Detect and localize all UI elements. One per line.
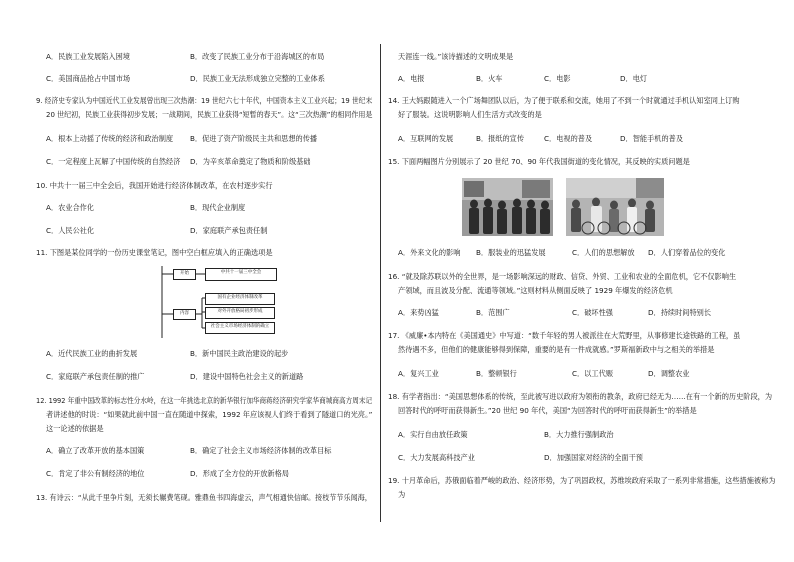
q15-photo-1970s [462,178,553,236]
q17-option-a: A．复兴工业 [398,369,439,378]
q9-stem-line1: 9. 经济史专家认为中国近代工业发展曾出现三次热潮：19 世纪六七十年代，中国资本主义工业兴起；19 世纪末 [36,96,373,105]
q16-option-a: A．来势凶猛 [398,308,439,317]
q8-option-d: D．民族工业无法形成独立完整的工业体系 [190,74,325,83]
q11-option-a: A．近代民族工业的曲折发展 [46,349,138,358]
q12-option-a: A．确立了改革开放的基本国策 [46,446,145,455]
q17-option-d: D．调整农业 [648,369,690,378]
q12-stem-line2: 者讲述他的时说：“如果就此前中国一直在随道中探索，1992 年应该视人们终于看到了隧道口的光亮。” [46,410,373,419]
q14-option-c: C．电视的普及 [544,134,593,143]
q18-option-a: A．实行自由放任政策 [398,430,468,439]
q11-box-start: 中共十一届三中全会 [205,268,277,281]
q17-option-b: B．整顿银行 [476,369,517,378]
q8-option-b: B．改变了民族工业分布于沿海城区的布局 [190,52,325,61]
q11-option-d: D．建设中国特色社会主义的新道路 [190,372,304,381]
q9-stem-line2: 20 世纪初，民族工业获得初步发展；一战期间，民族工业获得“短暂的春天”。这“三次热潮”的相同作用是 [46,110,373,119]
q17-stem-line1: 17. 《威廉•本内特在《美国通史》中写道：“数千年轻的男人被派往在大荒野里，从事修建长途铁路的工程，虽 [388,331,741,340]
q18-stem-line1: 18. 有学者指出：“美国思想体系的传统，至此被写进以政府为领衔的教条，政府已经无为……在有一个新的历史阶段，为 [388,392,773,401]
q11-option-c: C．家庭联产承包责任制的推广 [46,372,145,381]
q8-option-c: C．美国商品抢占中国市场 [46,74,131,83]
q14-option-b: B．报纸的宣传 [476,134,525,143]
q19-stem-line2: 为 [398,490,406,499]
q18-option-d: D．加强国家对经济的全面干预 [544,453,643,462]
q11-box-1: 国有企业经济体制改革 [205,293,275,305]
q15-option-a: A．外来文化的影响 [398,248,461,257]
q15-photo-1990s [566,178,664,236]
q8-option-a: A．民族工业发展陷入困境 [46,52,130,61]
q12-option-d: D．形成了全方位的开放新格局 [190,469,289,478]
q14-stem-line2: 好了服装。这说明影响人们生活方式改变的是 [398,110,542,119]
q13-option-c: C．电影 [544,74,571,83]
q18-stem-line2: 回答时代的呼吁而获得新生。”20 世纪 90 年代，美国“为回答时代的呼吁而获得新生”的举措是 [398,406,697,415]
q10-option-a: A．农业合作化 [46,203,95,212]
q9-option-b: B．促进了资产阶级民主共和思想的传播 [190,134,318,143]
q11-box-3: 社会主义市场经济体制的确立 [205,322,275,334]
q16-option-b: B．范围广 [476,308,510,317]
q12-stem-line1: 12. 1992 年重中国改革的标志性分水岭，在这一年挑选北京的新华银行加华商蒋经济研究学家华商城商高方周末记 [36,396,373,405]
q9-option-c: C．一定程度上瓦解了中国传统的自然经济 [46,157,181,166]
q13-option-b: B．火车 [476,74,503,83]
column-divider [380,44,381,522]
q11-label-content: 内容 [173,309,196,320]
q14-stem-line1: 14. 王大妈跟随进入一个广场舞团队以后，为了便于联系和交流，她用了不到一个时就通过手机认知室同上订购 [388,96,740,105]
q10-option-b: B．现代企业制度 [190,203,246,212]
q16-stem-line1: 16. “就及除苏联以外的全世界，是一场影响深远的财政、信贷、外贸、工业和农业的全面危机，它不仅影响生 [388,272,737,281]
q16-option-c: C．破坏性强 [572,308,613,317]
q14-option-d: D．智能手机的普及 [620,134,684,143]
q11-label-start: 开始 [173,269,196,280]
q15-option-c: C．人们的思想解放 [572,248,635,257]
q12-option-b: B．确定了社会主义市场经济体制的改革目标 [190,446,332,455]
q16-option-d: D．持续时间特别长 [648,308,712,317]
q17-option-c: C．以工代赈 [572,369,613,378]
q16-stem-line2: 产领域，而且波及分配、流通等领域。”这则材料从侧面反映了 1929 年爆发的经济危机 [398,286,673,295]
q9-option-a: A．根本上动摇了传统的经济和政治制度 [46,134,174,143]
q14-option-a: A．互联网的发展 [398,134,454,143]
q9-option-d: D．为辛亥革命奠定了物质和阶级基础 [190,157,311,166]
q13-stem-line2: 天涯连一线。”该诗描述的文明成果是 [398,52,514,61]
q13-stem-line1: 13. 有诗云：“从此千里争片刻，无须长辗费笔砚。雅鼎鱼书四海虚云，声气相通快信邮。接枝节节乐闻海， [36,493,372,502]
q18-option-c: C．大力发展高科技产业 [398,453,475,462]
q19-stem-line1: 19. 十月革命后，苏俄面临着严峻的政治、经济形势，为了巩固政权，苏维埃政府采取了一系列非常措施，这些措施被称为 [388,476,776,485]
q10-stem: 10. 中共十一届三中全会后，我国开始进行经济体制改革，在农村逐步实行 [36,181,273,190]
q10-option-c: C．人民公社化 [46,226,95,235]
q17-stem-line2: 然待遇不多，但他们的健康能够得到保障，重要的是有一件成就感。”罗斯福新政中与之相关的举措是 [398,345,715,354]
q18-option-b: B．大力推行强制政治 [544,430,614,439]
q11-option-b: B．新中国民主政治建设的起步 [190,349,289,358]
q12-option-c: C．肯定了非公有制经济的地位 [46,469,145,478]
q15-stem: 15. 下面两幅图片分别展示了 20 世纪 70、90 年代我国街道的变化情况，其反映的实质问题是 [388,157,690,166]
q13-option-a: A．电报 [398,74,425,83]
q15-option-b: B．服装业的迅猛发展 [476,248,546,257]
q15-option-d: D．人们穿着品位的变化 [648,248,726,257]
q11-box-2: 对外开放格局初步形成 [205,307,275,319]
q12-stem-line3: 这一论述的依据是 [46,424,104,433]
q13-option-d: D．电灯 [620,74,648,83]
q10-option-d: D．家庭联产承包责任制 [190,226,268,235]
q11-stem: 11. 下图是某位同学的一份历史课堂笔记，图中空白框应填入的正确选项是 [36,248,273,257]
